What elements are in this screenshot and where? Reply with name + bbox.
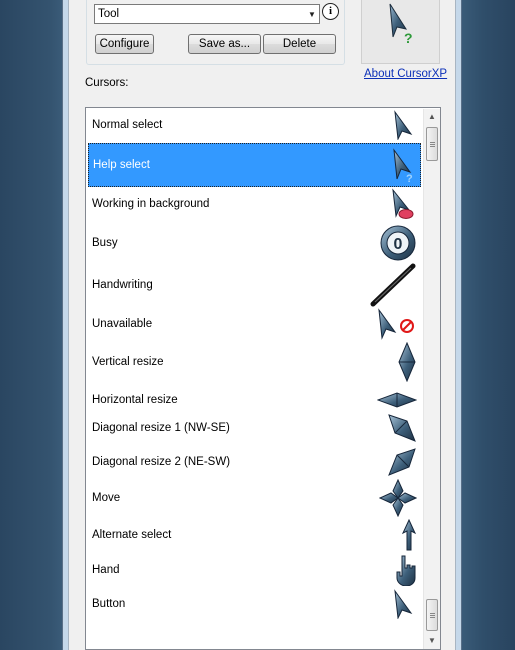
arrow-pointer-icon (387, 110, 417, 143)
list-item[interactable] (88, 143, 421, 187)
cursor-label: Button (92, 598, 126, 610)
cursor-label: Alternate select (92, 529, 172, 541)
chevron-down-icon[interactable]: ▼ (308, 9, 316, 19)
desktop-background-right (462, 0, 515, 650)
list-item[interactable] (88, 480, 421, 516)
svg-text:?: ? (404, 30, 413, 46)
help-pointer-icon (388, 148, 418, 187)
list-item[interactable] (88, 518, 421, 552)
cursors-label: Cursors: (85, 77, 129, 89)
scrollbar-thumb-bottom[interactable] (426, 599, 438, 631)
alternate-arrow-icon (401, 519, 417, 554)
cursor-preview (361, 0, 440, 64)
diagonal-resize-nesw-icon (387, 447, 417, 480)
list-item[interactable] (88, 109, 421, 141)
cursor-label: Help select (93, 159, 150, 171)
list-item[interactable] (88, 185, 421, 223)
cursor-label: Diagonal resize 1 (NW-SE) (92, 422, 230, 434)
button-pointer-icon (387, 589, 417, 622)
hand-icon (395, 554, 417, 589)
about-link[interactable]: About CursorXP (364, 68, 448, 80)
cursor-label: Unavailable (92, 318, 153, 330)
cursor-label: Working in background (92, 198, 210, 210)
cursor-label: Move (92, 492, 121, 504)
list-item[interactable] (88, 444, 421, 480)
svg-text:?: ? (406, 173, 413, 184)
list-item[interactable] (88, 343, 421, 381)
cursor-label: Hand (92, 564, 120, 576)
delete-button[interactable]: Delete (263, 34, 336, 54)
unavailable-icon (373, 308, 417, 343)
scrollbar-thumb-top[interactable] (426, 127, 438, 161)
cursor-label: Horizontal resize (92, 394, 178, 406)
scroll-up-arrow-icon[interactable]: ▲ (428, 112, 436, 121)
busy-ring-icon (379, 224, 417, 265)
list-item[interactable] (88, 552, 421, 588)
scheme-dropdown[interactable] (94, 4, 320, 24)
cursor-label: Normal select (92, 119, 163, 131)
save-as-button[interactable]: Save as... (188, 34, 261, 54)
pen-icon (369, 262, 417, 311)
vertical-resize-icon (397, 342, 417, 385)
cursor-label: Handwriting (92, 279, 153, 291)
list-item[interactable] (88, 224, 421, 262)
diagonal-resize-nwse-icon (387, 413, 417, 446)
desktop-background-left (0, 0, 62, 650)
list-item[interactable] (88, 263, 421, 307)
list-item[interactable] (88, 410, 421, 446)
list-item[interactable] (88, 306, 421, 342)
move-icon (379, 479, 417, 520)
configure-button[interactable]: Configure (95, 34, 154, 54)
cursor-list[interactable] (85, 107, 441, 650)
scroll-down-arrow-icon[interactable]: ▼ (428, 636, 436, 645)
working-pointer-icon (387, 188, 417, 223)
horizontal-resize-icon (377, 391, 417, 412)
scheme-dropdown-value: Tool (98, 8, 120, 20)
vertical-scrollbar[interactable] (423, 109, 440, 649)
info-icon[interactable]: i (322, 3, 339, 20)
help-pointer-preview-icon (362, 0, 439, 63)
list-item[interactable] (88, 586, 421, 622)
cursor-label: Diagonal resize 2 (NE-SW) (92, 456, 231, 468)
cursor-label: Busy (92, 237, 118, 249)
svg-text:0: 0 (393, 236, 403, 253)
cursor-label: Vertical resize (92, 356, 164, 368)
